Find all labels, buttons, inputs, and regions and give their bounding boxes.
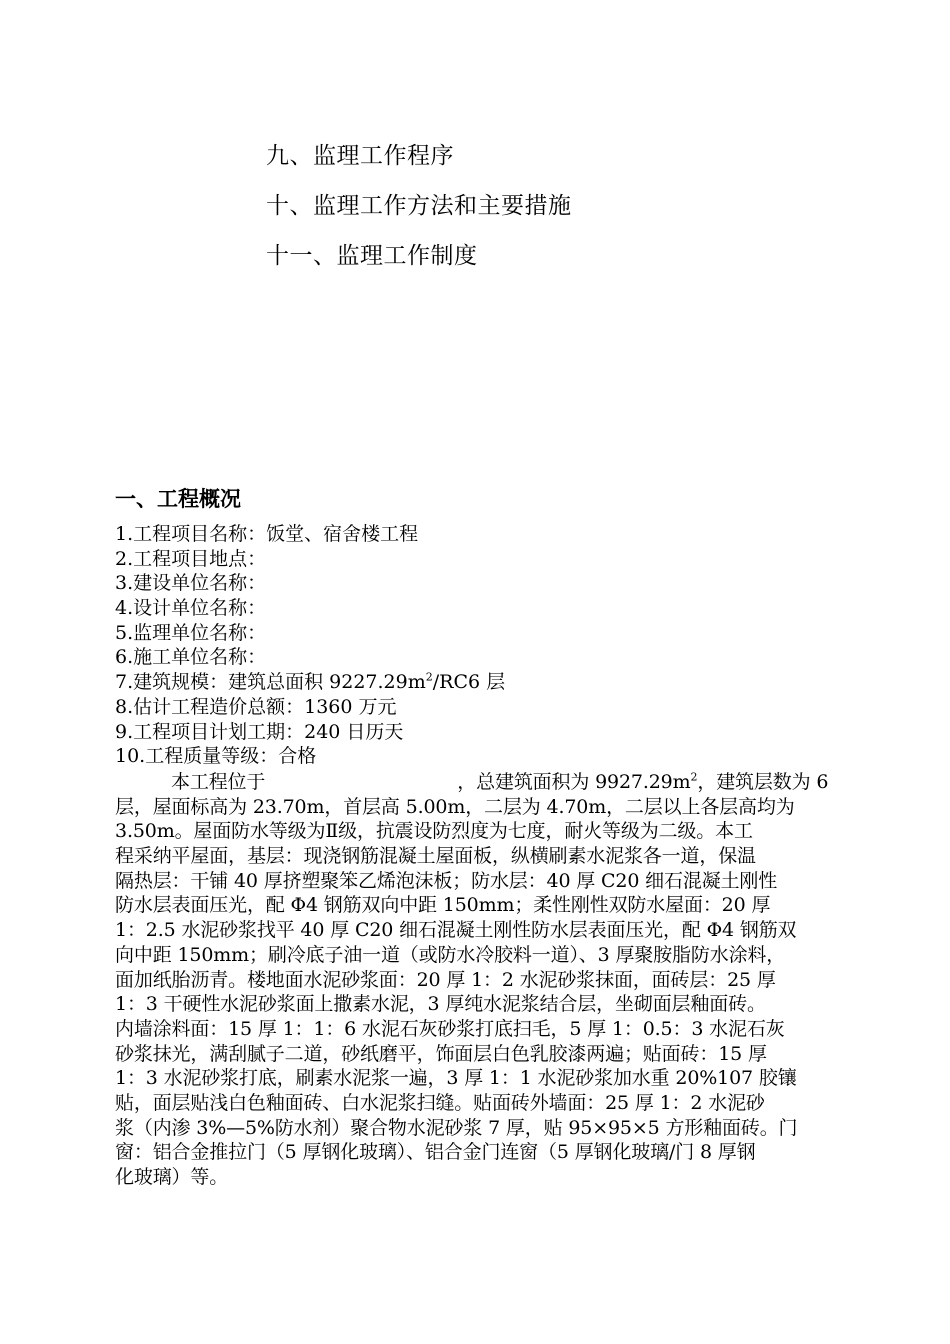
- info-project-location: 2.工程项目地点：: [115, 547, 267, 570]
- description-line: 程采纳平屋面，基层：现浇钢筋混凝土屋面板，纵横刷素水泥浆各一道，保温: [115, 845, 756, 868]
- description-line: 砂浆抹光，满刮腻子二道，砂纸磨平，饰面层白色乳胶漆两遍；贴面砖：15 厚: [115, 1042, 767, 1065]
- description-line: 内墙涂料面：15 厚 1：1：6 水泥石灰砂浆打底扫毛，5 厚 1：0.5：3 水泥石灰: [115, 1017, 785, 1040]
- info-estimated-cost: 8.估计工程造价总额：1360 万元: [115, 695, 397, 718]
- area-unit-superscript: 2: [690, 770, 698, 784]
- description-line: 1：3 水泥砂浆打底，刷素水泥浆一遍，3 厚 1：1 水泥砂浆加水重 20%107 胶镶: [115, 1067, 797, 1090]
- area-unit-superscript: 2: [425, 670, 433, 684]
- description-line: 面加纸胎沥青。楼地面水泥砂浆面：20 厚 1：2 水泥砂浆抹面，面砖层：25 厚: [115, 968, 776, 991]
- description-line: 向中距 150mm；刷冷底子油一道（或防水冷胶料一道）、3 厚聚胺脂防水涂料，: [115, 943, 786, 966]
- building-scale-text: 7.建筑规模：建筑总面积 9227.29m: [115, 671, 426, 694]
- description-location-lead: 本工程位于: [171, 771, 266, 793]
- info-supervisor: 5.监理单位名称：: [115, 621, 267, 644]
- info-project-name: 1.工程项目名称：饭堂、宿舍楼工程: [115, 523, 419, 545]
- info-designer: 4.设计单位名称：: [115, 597, 267, 620]
- toc-item-10: 十、监理工作方法和主要措施: [266, 193, 572, 219]
- building-scale-tail: /RC6 层: [432, 671, 506, 694]
- info-client: 3.建设单位名称：: [115, 572, 267, 595]
- description-line: 1：3 干硬性水泥砂浆面上撒素水泥，3 厚纯水泥浆结合层，坐砌面层釉面砖。: [115, 993, 766, 1016]
- description-area: ，总建筑面积为 9927.29m: [457, 771, 691, 793]
- info-quality-grade: 10.工程质量等级：合格: [115, 745, 317, 768]
- table-of-contents: [266, 131, 826, 281]
- toc-item-11: 十一、监理工作制度: [266, 243, 478, 269]
- info-contractor: 6.施工单位名称：: [115, 646, 267, 669]
- description-line: 1：2.5 水泥砂浆找平 40 厚 C20 细石混凝土刚性防水层表面压光，配 Φ4 钢筋双: [115, 919, 797, 942]
- description-line: 3.50m。屋面防水等级为Ⅱ级，抗震设防烈度为七度，耐火等级为二级。本工: [115, 820, 753, 843]
- description-line: 贴，面层贴浅白色釉面砖、白水泥浆扫缝。贴面砖外墙面：25 厚 1：2 水泥砂: [115, 1091, 765, 1114]
- toc-item-9: 九、监理工作程序: [266, 143, 454, 169]
- project-info-list: [115, 522, 835, 769]
- description-line: 窗：铝合金推拉门（5 厚钢化玻璃）、铝合金门连窗（5 厚钢化玻璃/门 8 厚钢: [115, 1141, 756, 1164]
- info-building-scale: [115, 670, 835, 695]
- description-line: 层，屋面标高为 23.70m，首层高 5.00m，二层为 4.70m，二层以上各层高均为: [115, 795, 795, 818]
- section-heading: 一、工程概况: [115, 487, 241, 511]
- description-line: 隔热层：干铺 40 厚挤塑聚笨乙烯泡沫板；防水层：40 厚 C20 细石混凝土刚性: [115, 869, 778, 892]
- description-line: 防水层表面压光，配 Φ4 钢筋双向中距 150mm；柔性刚性双防水屋面：20 厚: [115, 894, 771, 917]
- description-line: 化玻璃）等。: [115, 1166, 229, 1188]
- info-planned-duration: 9.工程项目计划工期：240 日历天: [115, 720, 404, 743]
- description-floors: ，建筑层数为 6: [697, 771, 829, 793]
- description-line: [115, 770, 887, 795]
- project-description: [115, 770, 887, 1190]
- description-line: 浆（内渗 3%—5%防水剂）聚合物水泥砂浆 7 厚，贴 95×95×5 方形釉面砖。门: [115, 1116, 798, 1139]
